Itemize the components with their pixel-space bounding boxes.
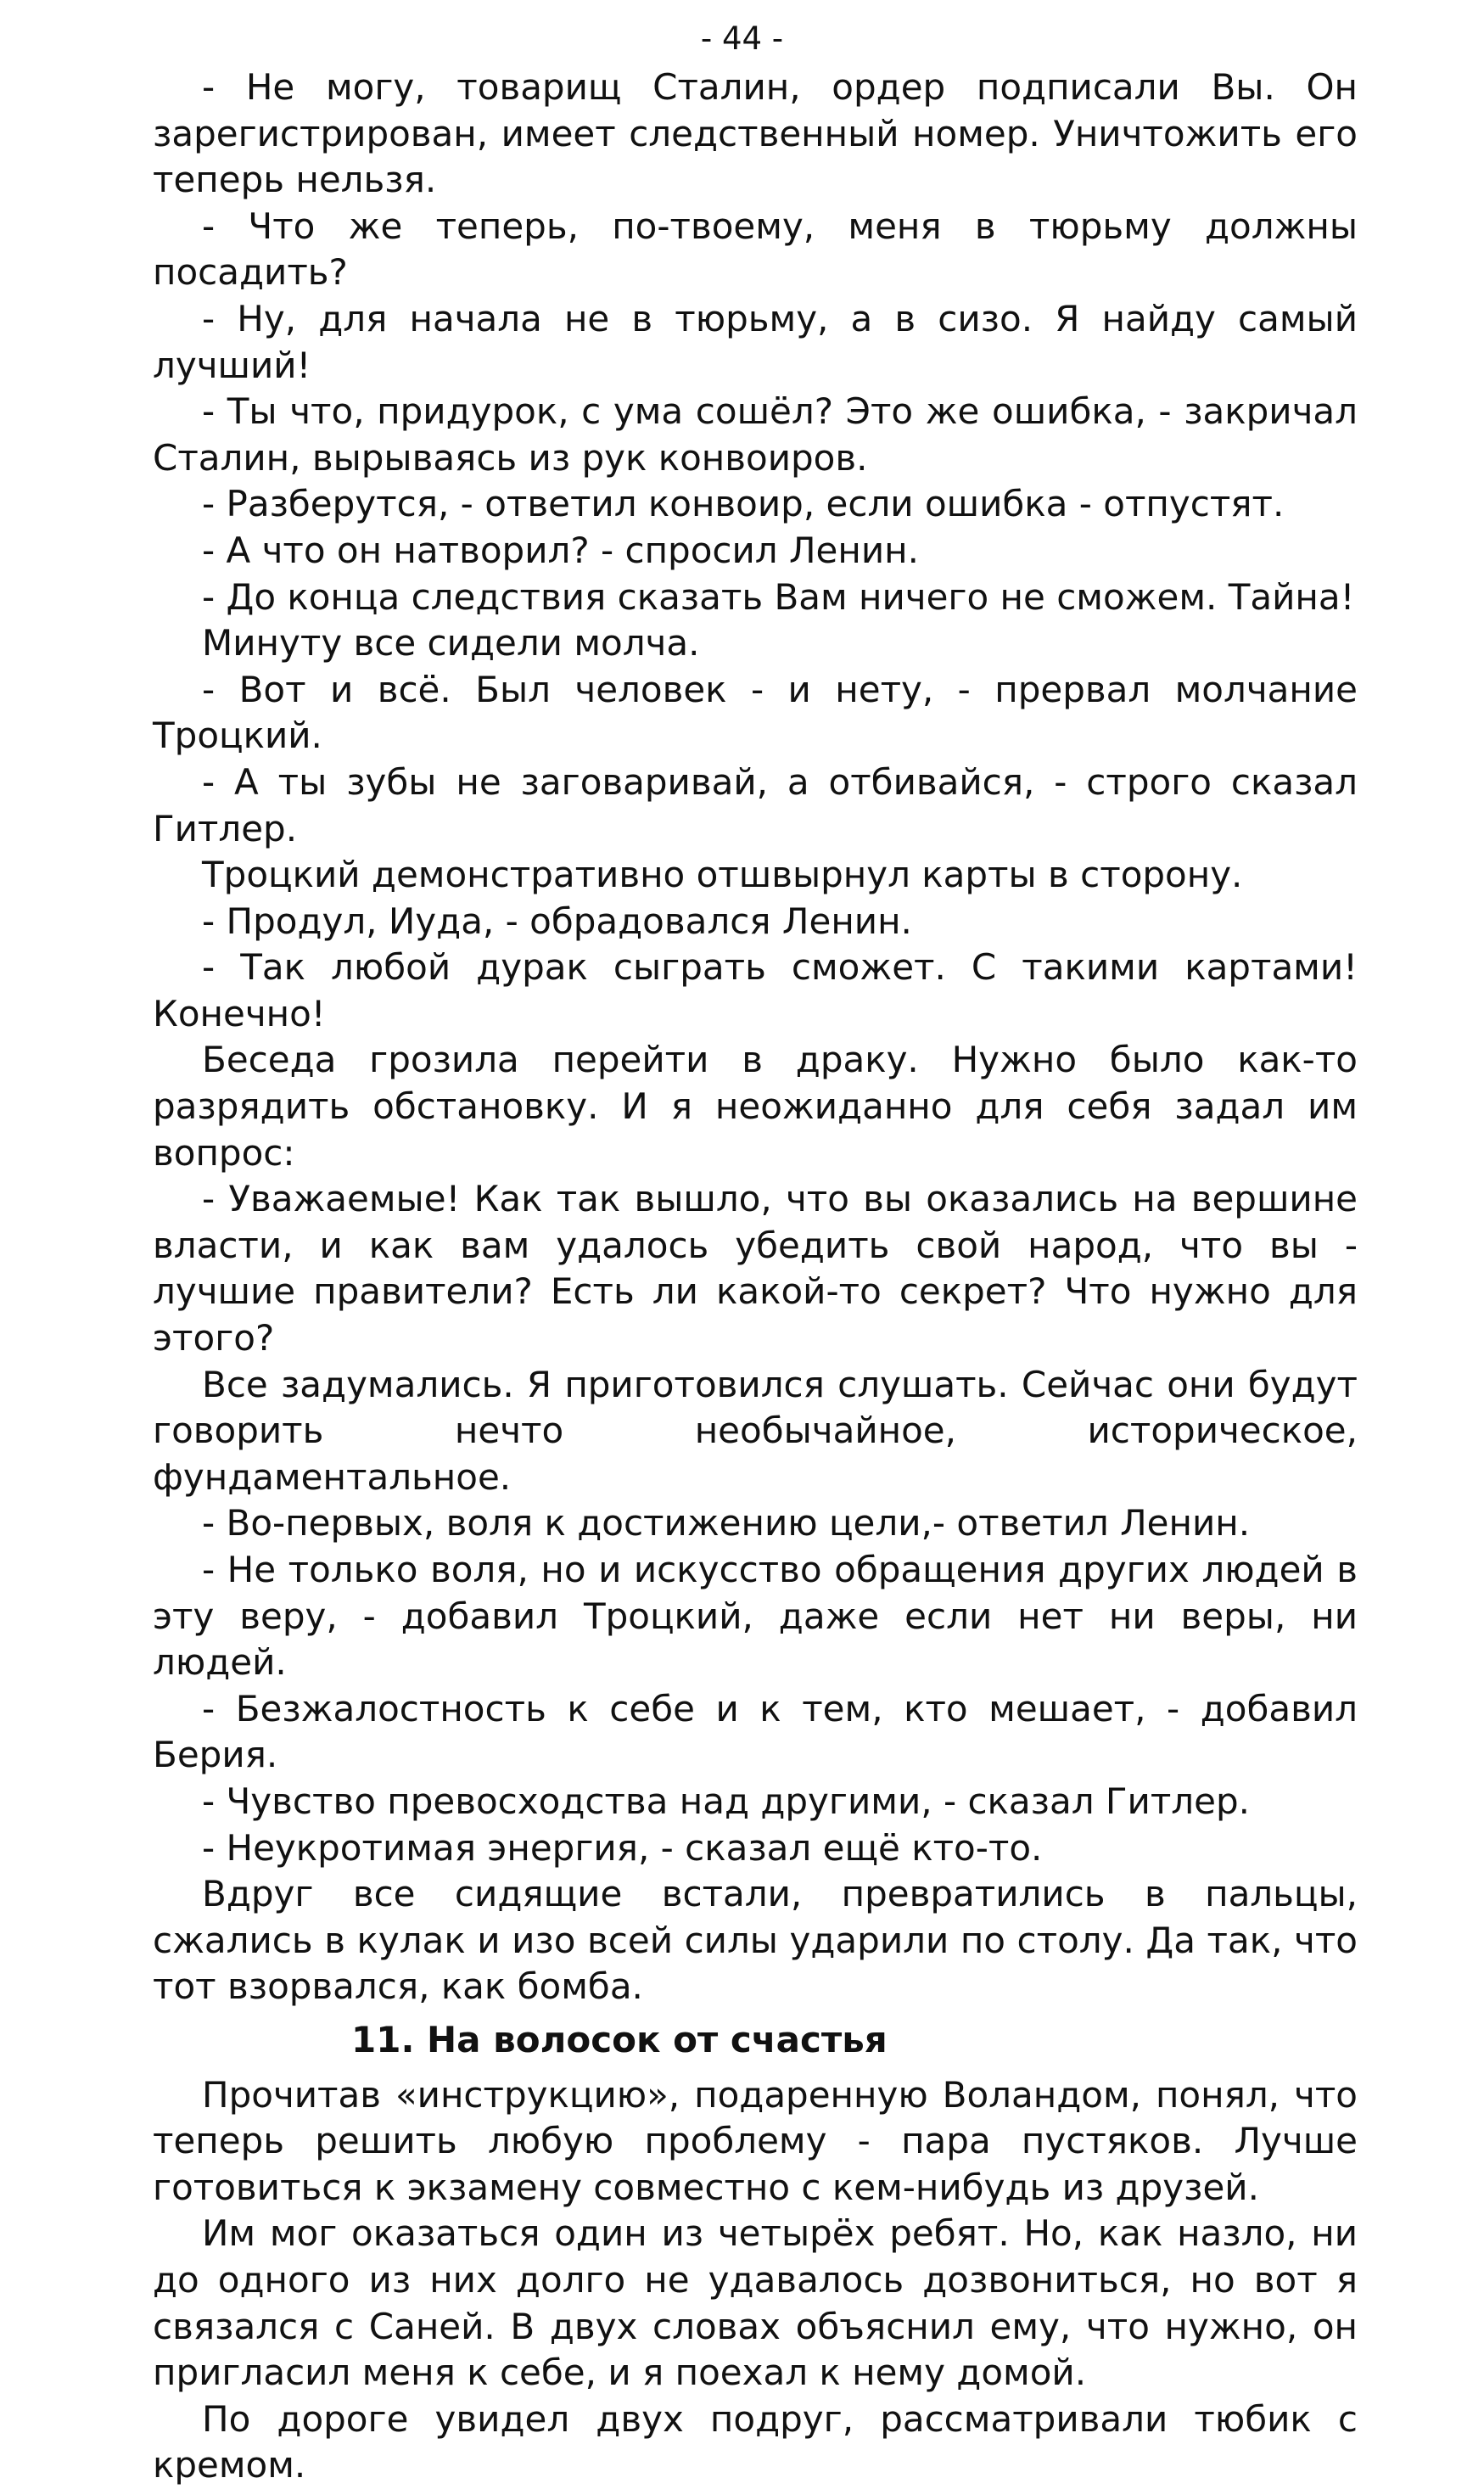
paragraph: - Что же теперь, по-твоему, меня в тюрьму должны посадить? [153,205,1358,294]
paragraph: - До конца следствия сказать Вам ничего не сможем. Тайна! [202,575,1355,618]
page-number: - 44 - [700,20,784,57]
paragraph: - Ну, для начала не в тюрьму, а в сизо. Я найду самый лучший! [153,297,1358,386]
paragraph: Беседа грозила перейти в драку. Нужно было как-то разрядить обстановку. И я неожиданно для себя задал им вопрос: [153,1039,1358,1174]
paragraph: Вдруг все сидящие встали, превратились в пальцы, сжались в кулак и изо всей силы ударили по столу. Да так, что тот взорвался, как бомба. [153,1873,1358,2008]
paragraph: - Во-первых, воля к достижению цели,- ответил Ленин. [202,1502,1251,1544]
section-paragraph: По дороге увидел двух подруг, рассматривали тюбик с кремом. [153,2397,1358,2486]
paragraph: - А что он натворил? - спросил Ленин. [202,529,919,571]
paragraph: - Продул, Иуда, - обрадовался Ленин. [202,900,912,942]
paragraph: - Разберутся, - ответил конвоир, если ошибка - отпустят. [202,483,1285,525]
paragraph: - Безжалостность к себе и к тем, кто мешает, - добавил Берия. [153,1687,1358,1776]
paragraph: - Вот и всё. Был человек - и нету, - прервал молчание Троцкий. [153,668,1358,757]
paragraph: Минуту все сидели молча. [202,622,700,664]
paragraph: - Уважаемые! Как так вышло, что вы оказались на вершине власти, и как вам удалось убедить свой народ, что вы - лучшие правители? Есть ли какой-то секрет? Что нужно для этого? [153,1178,1358,1359]
paragraph: - Не только воля, но и искусство обращения других людей в эту веру, - добавил Троцкий, даже если нет ни веры, ни людей. [153,1549,1358,1684]
section-paragraph: Им мог оказаться один из четырёх ребят. Но, как назло, ни до одного из них долго не удавалось дозвониться, но вот я связался с Саней. В двух словах объяснил ему, что нужно, он пригласил меня к себе, и я поехал к нему домой. [153,2212,1358,2394]
paragraph: - Не могу, товарищ Сталин, ордер подписали Вы. Он зарегистрирован, имеет следственный номер. Уничтожить его теперь нельзя. [153,66,1358,201]
paragraph: - Так любой дурак сыграть сможет. С такими картами! Конечно! [153,946,1358,1034]
paragraph: - Неукротимая энергия, - сказал ещё кто-то. [202,1826,1043,1869]
paragraph: - Ты что, придурок, с ума сошёл? Это же ошибка, - закричал Сталин, вырываясь из рук конвоиров. [153,390,1358,479]
paragraph: Троцкий демонстративно отшвырнул карты в сторону. [202,854,1243,896]
section-heading: 11. На волосок от счастья [351,2018,888,2060]
paragraph: - Чувство превосходства над другими, - сказал Гитлер. [202,1780,1250,1822]
body-text [153,64,1358,2489]
section-paragraph: Прочитав «инструкцию», подаренную Воландом, понял, что теперь решить любую проблему - пара пустяков. Лучше готовиться к экзамену совместно с кем-нибудь из друзей. [153,2073,1358,2208]
paragraph: Все задумались. Я приготовился слушать. Сейчас они будут говорить нечто необычайное, историческое, фундаментальное. [153,1363,1358,1498]
paragraph: - А ты зубы не заговаривай, а отбивайся, - строго сказал Гитлер. [153,760,1358,849]
